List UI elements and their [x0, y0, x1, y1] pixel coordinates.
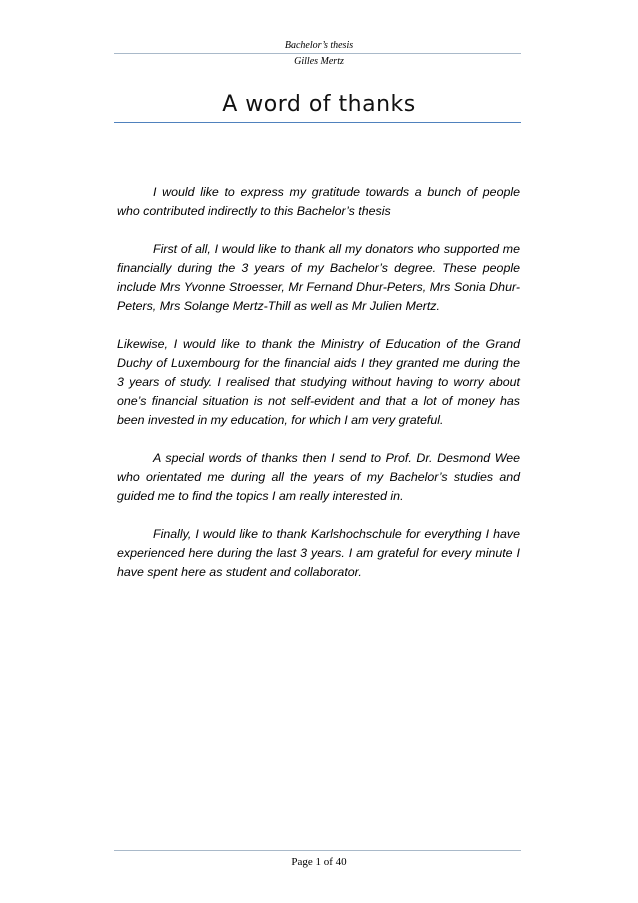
page-number: Page 1 of 40	[291, 856, 347, 868]
header-divider	[114, 53, 521, 54]
paragraph-donators: First of all, I would like to thank all my donators who supported me financially during the 3 years of my Bachelor’s degree. These people include Mrs Yvonne Stroesser, Mr Fernand Dhur-Peters, Mrs Sonia Dhur-Peters, Mrs Solange Mertz-Thill as well as Mr Julien Mertz.	[117, 242, 520, 313]
footer-divider	[114, 850, 521, 851]
paragraph-school: Finally, I would like to thank Karlshochschule for everything I have experienced here during the last 3 years. I am grateful for every minute I have spent here as student and collaborator.	[117, 527, 520, 579]
paragraph-ministry: Likewise, I would like to thank the Ministry of Education of the Grand Duchy of Luxembourg for the financial aids I they granted me during the 3 years of study. I realised that studying without having to worry about one’s financial situation is not self-evident and that a lot of money has been invested in my education, for which I am very grateful.	[117, 337, 520, 427]
title-divider	[114, 122, 521, 123]
acknowledgements-body	[117, 183, 520, 601]
running-header-title: Bachelor’s thesis	[284, 40, 354, 51]
page-title: A word of thanks	[222, 92, 416, 117]
paragraph-professor: A special words of thanks then I send to Prof. Dr. Desmond Wee who orientated me during all the years of my Bachelor’s studies and guided me to find the topics I am really interested in.	[117, 451, 520, 503]
running-header-author: Gilles Mertz	[294, 56, 344, 67]
paragraph-intro: I would like to express my gratitude towards a bunch of people who contributed indirectly to this Bachelor’s thesis	[117, 185, 520, 218]
